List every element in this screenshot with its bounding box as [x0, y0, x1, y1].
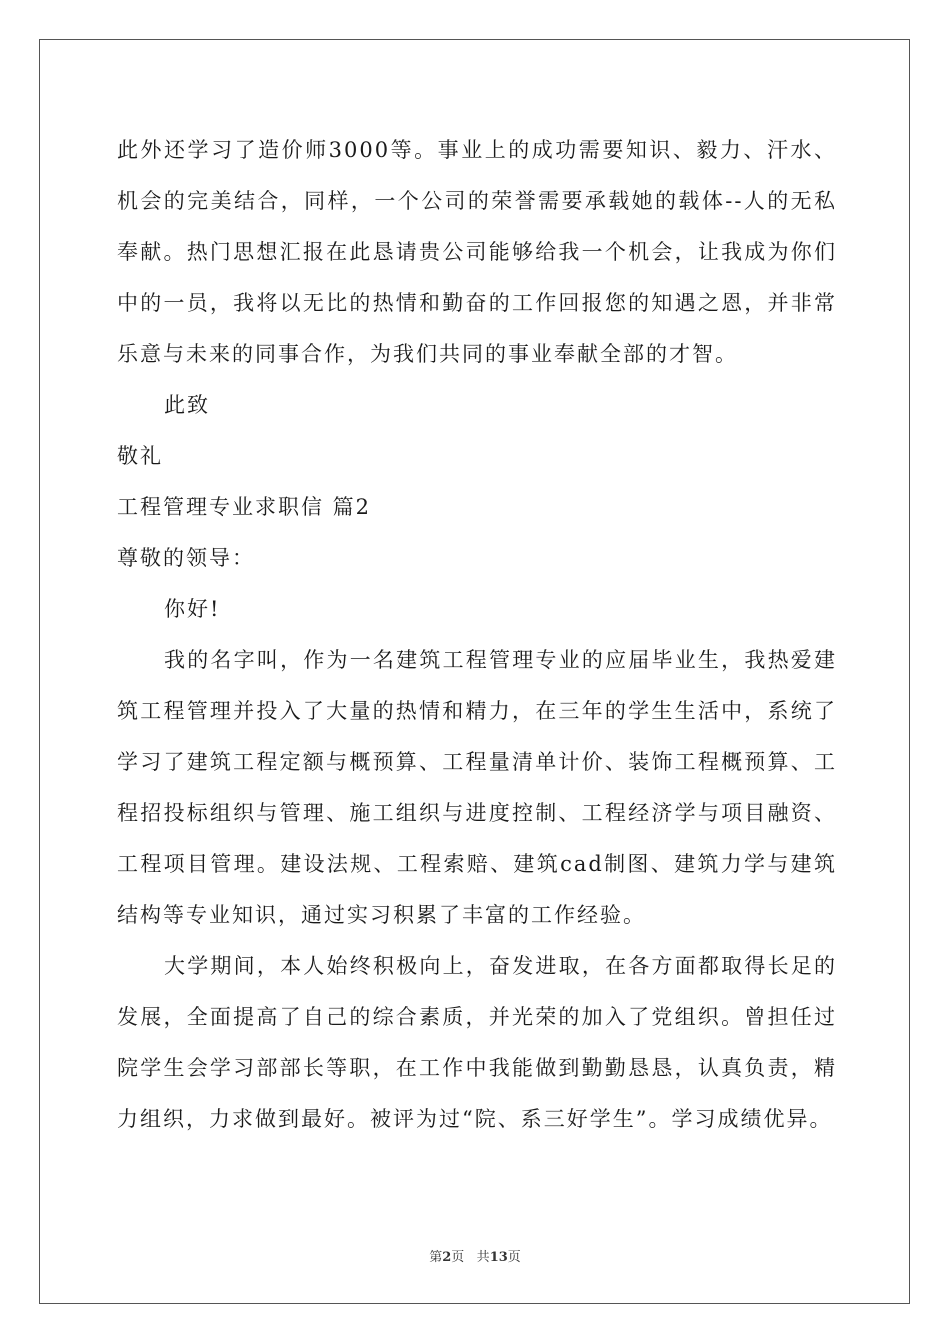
document-body: [117, 125, 837, 1145]
page-footer: [0, 1246, 950, 1265]
total-pages: 13: [489, 1250, 508, 1265]
page-suffix: 页: [451, 1250, 465, 1265]
total-suffix: 页: [507, 1250, 521, 1265]
section-title: 工程管理专业求职信 篇2: [117, 495, 372, 519]
total-prefix: 共: [476, 1250, 490, 1265]
greeting: 你好!: [164, 597, 221, 621]
page-prefix: 第: [429, 1250, 443, 1265]
paragraph-university: 大学期间，本人始终积极向上，奋发进取，在各方面都取得长足的发展，全面提高了自己的综合素质，并光荣的加入了党组织。曾担任过院学生会学习部部长等职，在工作中我能做到勤勤恳恳，认真负责，精力组织，力求做到最好。被评为过“院、系三好学生”。学习成绩优异。: [117, 954, 837, 1131]
page-number: 2: [442, 1250, 452, 1265]
paragraph-introduction: 我的名字叫，作为一名建筑工程管理专业的应届毕业生，我热爱建筑工程管理并投入了大量的热情和精力，在三年的学生生活中，系统了学习了建筑工程定额与概预算、工程量清单计价、装饰工程概预算、工程招投标组织与管理、施工组织与进度控制、工程经济学与项目融资、工程项目管理。建设法规、工程索赔、建筑cad制图、建筑力学与建筑结构等专业知识，通过实习积累了丰富的工作经验。: [117, 648, 837, 927]
closing-salutation: 此致: [164, 393, 210, 417]
greeting-addressee: 尊敬的领导：: [117, 546, 255, 570]
closing-regards: 敬礼: [117, 444, 163, 468]
paragraph-continuation: 此外还学习了造价师3000等。事业上的成功需要知识、毅力、汗水、机会的完美结合，同样，一个公司的荣誉需要承载她的载体--人的无私奉献。热门思想汇报在此恳请贵公司能够给我一个机会，让我成为你们中的一员，我将以无比的热情和勤奋的工作回报您的知遇之恩，并非常乐意与未来的同事合作，为我们共同的事业奉献全部的才智。: [117, 138, 837, 366]
